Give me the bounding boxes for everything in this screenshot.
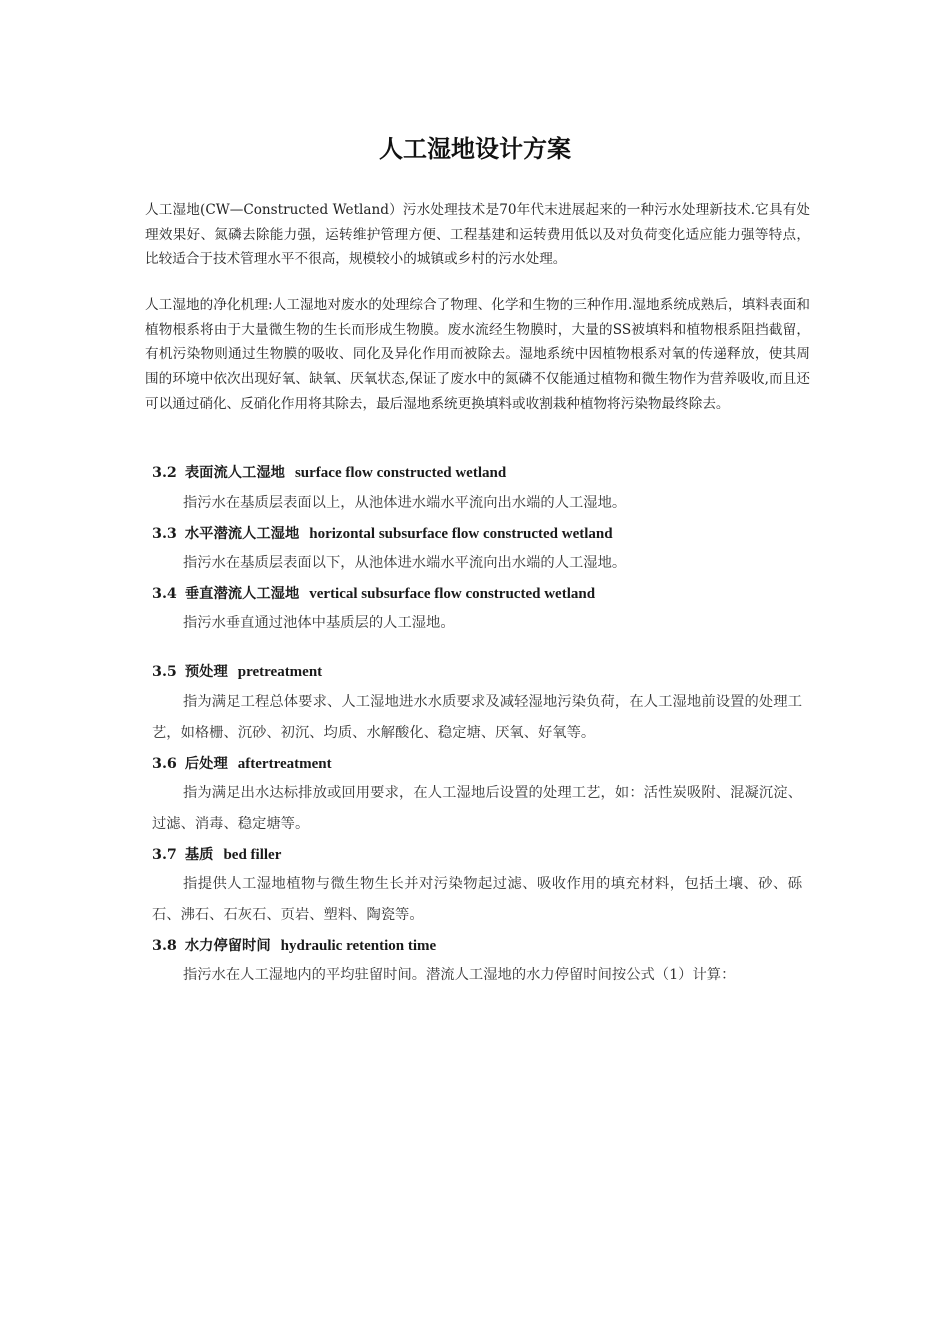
section-number: 3.5 [152, 664, 177, 680]
section-number: 3.2 [152, 465, 177, 481]
section-heading [152, 462, 506, 484]
section-title-zh: 表面流人工湿地 [184, 465, 285, 481]
section-title-en: surface flow constructed wetland [294, 465, 507, 481]
mechanism-paragraph: 人工湿地的净化机理:人工湿地对废水的处理综合了物理、化学和生物的三种作用.湿地系统成熟后，填料表面和植物根系将由于大量微生物的生长而形成生物膜。废水流经生物膜时，大量的SS被填料和植物根系阻挡截留，有机污染物则通过生物膜的吸收、同化及异化作用而被除去。湿地系统中因植物根系对氧的传递释放，使其周围的环境中依次出现好氧、缺氧、厌氧状态,保证了废水中的氮磷不仅能通过植物和微生物作为营养吸收,而且还可以通过硝化、反硝化作用将其除去，最后湿地系统更换填料或收割栽种植物将污染物最终除去。 [145, 297, 810, 412]
section-title-zh: 垂直潜流人工湿地 [184, 586, 300, 602]
section-title-en: hydraulic retention time [280, 938, 437, 954]
section-heading [152, 523, 613, 545]
section-body: 指污水在基质层表面以上，从池体进水端水平流向出水端的人工湿地。 [183, 495, 627, 511]
section-title-zh: 水力停留时间 [184, 938, 271, 954]
section-title-zh: 预处理 [184, 664, 228, 680]
section-title-en: horizontal subsurface flow constructed wetland [309, 526, 613, 542]
section-heading [152, 753, 332, 775]
section-number: 3.6 [152, 756, 177, 772]
section-title-en: pretreatment [237, 664, 323, 680]
section-body: 指污水垂直通过池体中基质层的人工湿地。 [183, 615, 455, 631]
section-body: 指污水在人工湿地内的平均驻留时间。潜流人工湿地的水力停留时间按公式（1）计算： [183, 967, 736, 983]
section-number: 3.7 [152, 847, 177, 863]
section-title-zh: 后处理 [184, 756, 228, 772]
section-number: 3.3 [152, 526, 177, 542]
section-heading [152, 661, 322, 683]
section-heading [152, 583, 595, 605]
section-number: 3.8 [152, 938, 177, 954]
section-title-zh: 水平潜流人工湿地 [184, 526, 300, 542]
section-number: 3.4 [152, 586, 177, 602]
section-heading [152, 935, 436, 957]
section-body: 指提供人工湿地植物与微生物生长并对污染物起过滤、吸收作用的填充材料，包括土壤、砂、砾石、沸石、石灰石、页岩、塑料、陶瓷等。 [152, 876, 802, 923]
section-body: 指为满足出水达标排放或回用要求，在人工湿地后设置的处理工艺，如：活性炭吸附、混凝沉淀、过滤、消毒、稳定塘等。 [152, 785, 802, 832]
section-heading [152, 844, 281, 866]
section-title-en: aftertreatment [237, 756, 332, 772]
section-body: 指为满足工程总体要求、人工湿地进水水质要求及减轻湿地污染负荷，在人工湿地前设置的处理工艺，如格栅、沉砂、初沉、均质、水解酸化、稳定塘、厌氧、好氧等。 [152, 694, 802, 741]
section-title-en: vertical subsurface flow constructed wetland [309, 586, 596, 602]
section-title-zh: 基质 [184, 847, 214, 863]
section-body: 指污水在基质层表面以下，从池体进水端水平流向出水端的人工湿地。 [183, 555, 627, 571]
document-title: 人工湿地设计方案 [379, 134, 571, 163]
intro-paragraph: 人工湿地(CW—Constructed Wetland）污水处理技术是70年代末进展起来的一种污水处理新技术.它具有处理效果好、氮磷去除能力强，运转维护管理方便、工程基建和运转费用低以及对负荷变化适应能力强等特点，比较适合于技术管理水平不很高，规模较小的城镇或乡村的污水处理。 [145, 202, 810, 268]
section-title-en: bed filler [223, 847, 282, 863]
